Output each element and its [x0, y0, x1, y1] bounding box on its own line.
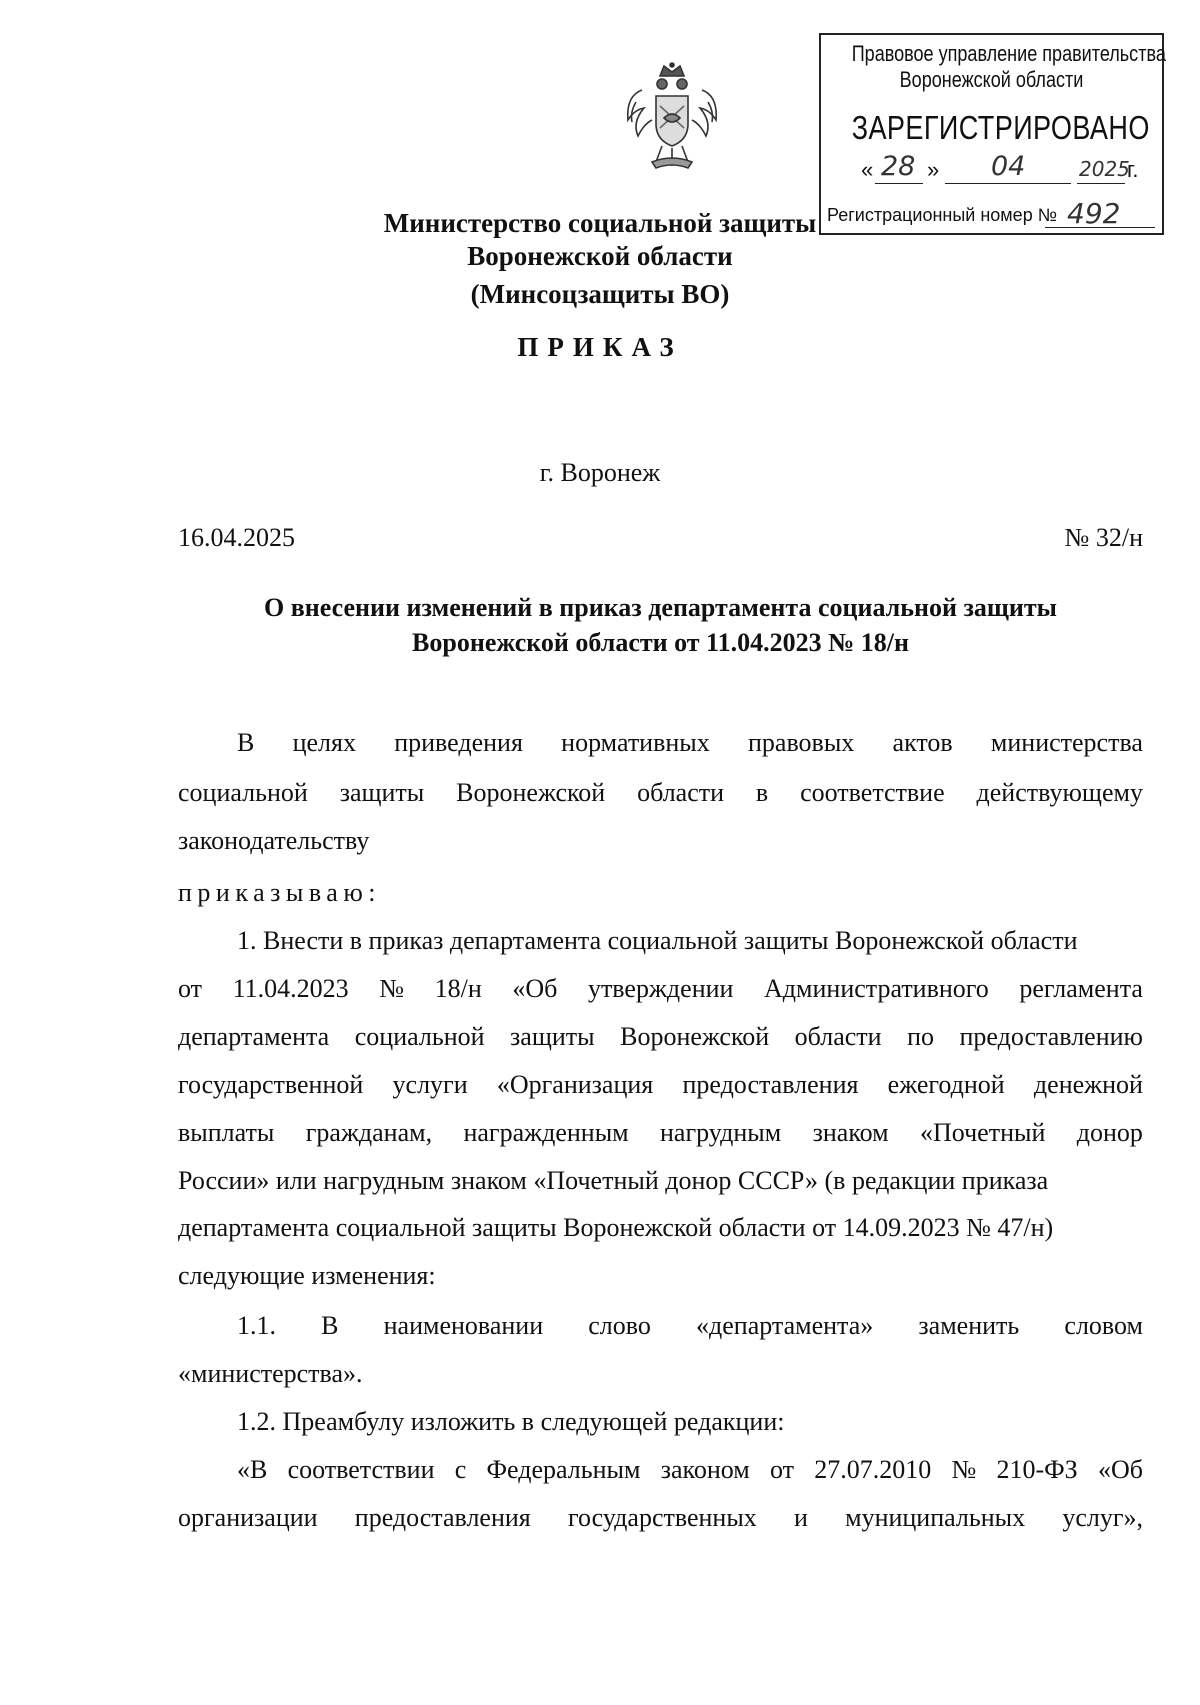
- body-word: 11.04.2023: [232, 974, 349, 1003]
- body-word: 1.1.: [237, 1311, 276, 1340]
- body-word: Федеральным: [486, 1455, 641, 1484]
- body-word: действующему: [976, 778, 1143, 807]
- body-word: «Об: [1097, 1455, 1143, 1484]
- body-line: [178, 778, 1143, 808]
- body-word: целях: [292, 728, 356, 757]
- stamp-year: 2025: [1079, 157, 1130, 181]
- body-word: словом: [1064, 1311, 1143, 1340]
- body-word: Воронежской: [620, 1022, 770, 1051]
- stamp-day: 28: [881, 151, 916, 182]
- body-line: приказываю:: [178, 878, 381, 907]
- order-title-line-1: О внесении изменений в приказ департамента социальной защиты: [264, 593, 1057, 622]
- body-word: донор: [1076, 1118, 1143, 1147]
- body-word: «В: [237, 1455, 268, 1484]
- body-word: утверждении: [587, 974, 734, 1003]
- body-word: 27.07.2010: [814, 1455, 932, 1484]
- order-title-line-2: Воронежской области от 11.04.2023 № 18/н: [412, 628, 909, 657]
- body-line: следующие изменения:: [178, 1261, 436, 1290]
- body-word: №: [379, 974, 405, 1003]
- body-line: [178, 1022, 1143, 1052]
- body-line: [178, 1503, 1143, 1533]
- body-word: «Организация: [496, 1070, 654, 1099]
- body-line: законодательству: [178, 826, 370, 855]
- body-word: муниципальных: [845, 1503, 1026, 1532]
- document-city: г. Воронеж: [539, 458, 661, 487]
- body-word: нормативных: [561, 728, 710, 757]
- coat-of-arms-emblem: [622, 62, 722, 172]
- body-word: по: [907, 1022, 935, 1051]
- body-word: денежной: [1033, 1070, 1143, 1099]
- body-word: услуги: [392, 1070, 468, 1099]
- body-word: актов: [892, 728, 953, 757]
- stamp-month: 04: [991, 151, 1026, 182]
- body-word: от: [769, 1455, 794, 1484]
- body-word: награжденным: [463, 1118, 629, 1147]
- body-line: «министерства».: [178, 1359, 363, 1388]
- body-word: гражданам,: [305, 1118, 433, 1147]
- body-word: с: [454, 1455, 467, 1484]
- body-word: департамента: [178, 1022, 330, 1051]
- document-date: 16.04.2025: [178, 523, 295, 552]
- stamp-org-line-2: Воронежской области: [899, 67, 1084, 92]
- ministry-abbrev: (Минсоцзащиты ВО): [470, 279, 730, 309]
- body-word: соответствие: [800, 778, 945, 807]
- body-word: от: [178, 974, 203, 1003]
- body-word: защиты: [510, 1022, 595, 1051]
- body-line: [178, 1118, 1143, 1148]
- body-line: [237, 1311, 1143, 1341]
- body-word: Воронежской: [456, 778, 606, 807]
- body-word: социальной: [354, 1022, 485, 1051]
- body-word: ежегодной: [887, 1070, 1005, 1099]
- body-word: наименовании: [383, 1311, 544, 1340]
- body-line: 1.2. Преамбулу изложить в следующей редакции:: [237, 1407, 785, 1436]
- body-word: В: [321, 1311, 339, 1340]
- stamp-reg-number-label: Регистрационный номер №: [827, 205, 1058, 225]
- body-word: предоставления: [354, 1503, 531, 1532]
- body-word: министерства: [990, 728, 1143, 757]
- ministry-name-line-2: Воронежской области: [467, 241, 733, 271]
- body-line: [237, 1455, 1143, 1485]
- body-word: соответствии: [287, 1455, 435, 1484]
- document-type: ПРИКАЗ: [517, 332, 683, 362]
- stamp-quote-open: «: [861, 157, 874, 182]
- body-word: знаком: [812, 1118, 889, 1147]
- stamp-quote-close: »: [927, 157, 940, 182]
- stamp-date: [861, 153, 1151, 189]
- body-word: нагрудным: [660, 1118, 782, 1147]
- body-word: области: [637, 778, 725, 807]
- stamp-year-suffix: г.: [1127, 157, 1139, 182]
- body-word: организации: [178, 1503, 318, 1532]
- stamp-reg-number: 492: [1067, 197, 1121, 230]
- body-word: выплаты: [178, 1118, 275, 1147]
- body-word: №: [951, 1455, 977, 1484]
- body-word: предоставлению: [959, 1022, 1143, 1051]
- body-line: 1. Внести в приказ департамента социальной защиты Воронежской области: [237, 926, 1078, 955]
- stamp-registered-label: ЗАРЕГИСТРИРОВАНО: [851, 109, 1150, 146]
- body-word: заменить: [918, 1311, 1020, 1340]
- body-word: «департамента»: [696, 1311, 874, 1340]
- body-word: регламента: [1019, 974, 1143, 1003]
- body-word: услуг»,: [1062, 1503, 1143, 1532]
- registration-stamp: [819, 33, 1164, 235]
- body-word: в: [755, 778, 769, 807]
- document-number: № 32/н: [1064, 523, 1143, 552]
- body-word: 210-ФЗ: [996, 1455, 1078, 1484]
- body-line: [178, 1070, 1143, 1100]
- body-word: 18/н: [434, 974, 482, 1003]
- body-line: [178, 974, 1143, 1004]
- ministry-name-line-1: Министерство социальной защиты: [383, 208, 817, 238]
- body-word: правовых: [748, 728, 855, 757]
- body-word: слово: [588, 1311, 651, 1340]
- body-word: предоставления: [682, 1070, 859, 1099]
- body-line: [237, 728, 1143, 758]
- body-word: социальной: [178, 778, 308, 807]
- body-line: департамента социальной защиты Воронежской области от 14.09.2023 № 47/н): [178, 1213, 1054, 1242]
- body-word: законом: [660, 1455, 750, 1484]
- body-word: приведения: [394, 728, 523, 757]
- body-word: защиты: [339, 778, 425, 807]
- body-word: государственных: [567, 1503, 757, 1532]
- body-word: «Об: [512, 974, 558, 1003]
- body-word: В: [237, 728, 255, 757]
- body-word: «Почетный: [919, 1118, 1046, 1147]
- body-line: России» или нагрудным знаком «Почетный донор СССР» (в редакции приказа: [178, 1166, 1049, 1195]
- body-word: Административного: [764, 974, 989, 1003]
- body-word: и: [794, 1503, 808, 1532]
- body-word: области: [794, 1022, 882, 1051]
- stamp-reg-number-row: [827, 197, 1157, 231]
- body-word: государственной: [178, 1070, 364, 1099]
- stamp-org-line-1: Правовое управление правительства: [851, 41, 1166, 66]
